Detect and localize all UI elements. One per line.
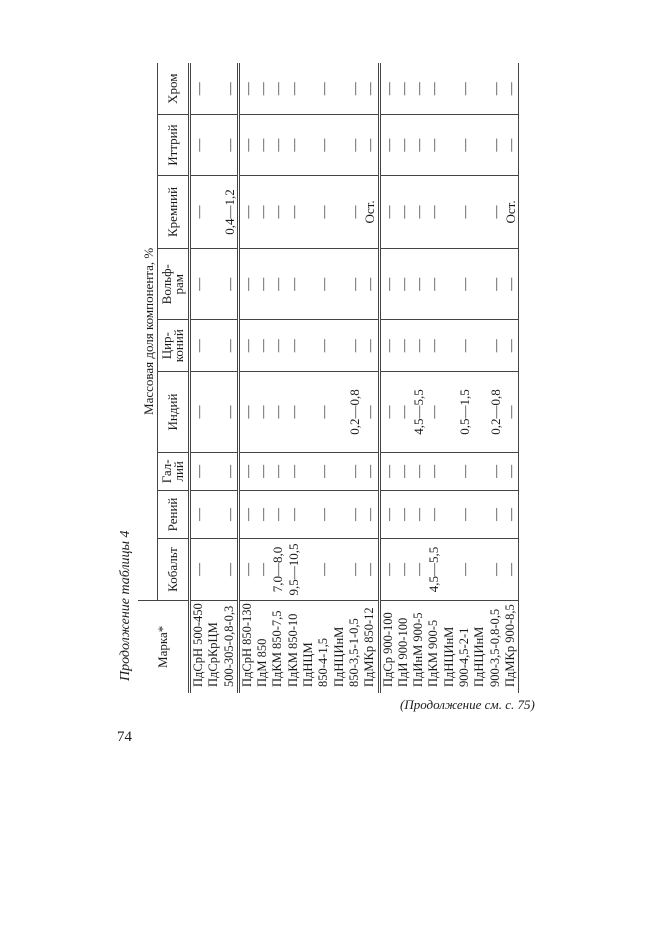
value: — bbox=[457, 82, 473, 96]
value: — bbox=[380, 563, 396, 576]
value: — bbox=[426, 82, 442, 96]
value: — bbox=[285, 405, 301, 419]
value: — bbox=[221, 464, 237, 478]
value: — bbox=[255, 464, 271, 478]
value: — bbox=[411, 138, 427, 152]
value: — bbox=[239, 205, 255, 219]
value: — bbox=[457, 464, 473, 478]
value: — bbox=[191, 82, 206, 96]
value: — bbox=[411, 277, 427, 291]
value-cell bbox=[190, 320, 239, 372]
column-header: Кремний bbox=[158, 175, 190, 248]
table-row-group bbox=[190, 63, 239, 693]
value: — bbox=[411, 507, 427, 521]
value: — bbox=[380, 339, 396, 353]
value: — bbox=[395, 339, 411, 353]
value: — bbox=[457, 507, 473, 521]
value: — bbox=[191, 277, 206, 291]
value-cell bbox=[379, 175, 519, 248]
value-cell bbox=[379, 539, 519, 600]
marka-line: ПдСрКрЦМ bbox=[206, 622, 221, 687]
marka-line: ПдКМ 850-10 bbox=[285, 613, 300, 687]
column-header: Кобальт bbox=[158, 539, 190, 600]
value: 0,2—0,8 bbox=[346, 389, 362, 435]
value: — bbox=[346, 507, 362, 521]
value: — bbox=[221, 138, 237, 152]
value-cell bbox=[379, 452, 519, 490]
value: 4,5—5,5 bbox=[426, 546, 442, 593]
value-cell bbox=[190, 490, 239, 539]
column-header-row bbox=[158, 63, 190, 693]
value: — bbox=[270, 507, 286, 521]
value-cell bbox=[190, 175, 239, 248]
value: Ост. bbox=[362, 200, 378, 224]
value: — bbox=[395, 405, 411, 419]
value: — bbox=[395, 507, 411, 521]
value-cell bbox=[238, 63, 379, 115]
value: — bbox=[316, 277, 332, 291]
marka-line: ПдНЦИнМ bbox=[331, 626, 346, 687]
mass-fraction-header: Массовая доля компонента, % bbox=[138, 63, 158, 600]
value: — bbox=[395, 277, 411, 291]
marka-line: 900-3,5-0,8-0,5 bbox=[487, 608, 502, 687]
value-cell bbox=[238, 452, 379, 490]
value-cell bbox=[190, 249, 239, 320]
value: — bbox=[426, 507, 442, 521]
value: — bbox=[380, 507, 396, 521]
continuation-note: (Продолжение см. с. 75) bbox=[400, 697, 535, 712]
value: — bbox=[380, 464, 396, 478]
value: — bbox=[362, 405, 378, 419]
value: — bbox=[191, 205, 206, 219]
value: — bbox=[346, 563, 362, 576]
value: — bbox=[426, 205, 442, 219]
value: — bbox=[411, 563, 427, 576]
table-caption: Продолжение таблицы 4 bbox=[118, 530, 133, 681]
value: — bbox=[316, 405, 332, 419]
value: — bbox=[221, 405, 237, 419]
value: — bbox=[502, 563, 518, 576]
column-header: Иттрий bbox=[158, 115, 190, 175]
column-header: Гал- лий bbox=[158, 452, 190, 490]
composition-table bbox=[138, 63, 519, 693]
marka-cell bbox=[379, 600, 519, 693]
page-number: 74 bbox=[117, 729, 132, 745]
value: — bbox=[362, 138, 378, 152]
value: — bbox=[502, 507, 518, 521]
marka-line: ПдКМ 900-5 bbox=[426, 619, 441, 687]
value: — bbox=[239, 339, 255, 353]
value-cell bbox=[238, 539, 379, 600]
value: — bbox=[395, 138, 411, 152]
value: — bbox=[221, 339, 237, 353]
value: — bbox=[411, 82, 427, 96]
marka-line: ПдМКр 900-8,5 bbox=[502, 604, 517, 687]
value: — bbox=[346, 138, 362, 152]
value: — bbox=[411, 205, 427, 219]
value-cell bbox=[379, 490, 519, 539]
value: — bbox=[362, 339, 378, 353]
value: — bbox=[270, 339, 286, 353]
value: — bbox=[346, 339, 362, 353]
value: — bbox=[426, 339, 442, 353]
marka-line: ПдСрН 850-130 bbox=[239, 603, 254, 687]
value: — bbox=[346, 82, 362, 96]
value: — bbox=[239, 82, 255, 96]
value: — bbox=[316, 339, 332, 353]
value: — bbox=[380, 138, 396, 152]
value: — bbox=[221, 563, 237, 576]
table-row-group bbox=[379, 63, 519, 693]
value: — bbox=[362, 82, 378, 96]
value: — bbox=[191, 405, 206, 419]
value: 9,5—10,5 bbox=[285, 543, 301, 596]
column-header: Хром bbox=[158, 63, 190, 115]
value: — bbox=[346, 277, 362, 291]
value: — bbox=[239, 277, 255, 291]
value-cell bbox=[238, 490, 379, 539]
value: — bbox=[487, 205, 503, 219]
value: — bbox=[457, 563, 473, 576]
value: — bbox=[270, 82, 286, 96]
value: — bbox=[270, 138, 286, 152]
value-cell bbox=[190, 452, 239, 490]
value: — bbox=[239, 464, 255, 478]
value: — bbox=[487, 277, 503, 291]
value-cell bbox=[379, 249, 519, 320]
value: — bbox=[255, 339, 271, 353]
value: — bbox=[457, 277, 473, 291]
value: — bbox=[426, 277, 442, 291]
value: — bbox=[255, 563, 271, 576]
value: — bbox=[395, 82, 411, 96]
value: — bbox=[487, 507, 503, 521]
value: — bbox=[502, 138, 518, 152]
value: — bbox=[239, 563, 255, 576]
value-cell bbox=[190, 63, 239, 115]
marka-line: ПдКМ 850-7,5 bbox=[270, 610, 285, 687]
value-cell bbox=[190, 539, 239, 600]
column-header: Индий bbox=[158, 372, 190, 453]
value: — bbox=[270, 205, 286, 219]
marka-line: ПдНЦИнМ bbox=[441, 626, 456, 687]
value: — bbox=[426, 138, 442, 152]
value: Ост. bbox=[502, 200, 518, 224]
column-header: Вольф- рам bbox=[158, 249, 190, 320]
value: — bbox=[362, 507, 378, 521]
value: — bbox=[285, 277, 301, 291]
value: — bbox=[285, 507, 301, 521]
value: — bbox=[191, 507, 206, 521]
value: — bbox=[426, 464, 442, 478]
marka-line: 500-305-0,8-0,3 bbox=[221, 605, 236, 687]
value: — bbox=[487, 138, 503, 152]
value: — bbox=[270, 277, 286, 291]
value: — bbox=[487, 563, 503, 576]
value: — bbox=[457, 205, 473, 219]
value: — bbox=[395, 205, 411, 219]
value: — bbox=[380, 277, 396, 291]
value: — bbox=[255, 82, 271, 96]
value: — bbox=[362, 464, 378, 478]
value: — bbox=[316, 464, 332, 478]
value: — bbox=[411, 464, 427, 478]
column-header: Цир- коний bbox=[158, 320, 190, 372]
value: — bbox=[255, 205, 271, 219]
value: — bbox=[191, 138, 206, 152]
marka-line: ПдМ 850 bbox=[255, 638, 270, 687]
table-row-group bbox=[238, 63, 379, 693]
value-cell bbox=[379, 320, 519, 372]
value: — bbox=[502, 277, 518, 291]
value: — bbox=[285, 138, 301, 152]
value: — bbox=[346, 205, 362, 219]
value: 0,2—0,8 bbox=[487, 389, 503, 435]
value: — bbox=[487, 339, 503, 353]
value: — bbox=[270, 405, 286, 419]
value: — bbox=[239, 507, 255, 521]
value-cell bbox=[190, 372, 239, 453]
value: — bbox=[316, 205, 332, 219]
value: 4,5—5,5 bbox=[411, 389, 427, 435]
value: — bbox=[255, 507, 271, 521]
value: — bbox=[457, 138, 473, 152]
marka-line: ПдНЦМ bbox=[301, 642, 316, 687]
value: — bbox=[487, 464, 503, 478]
marka-line: ПдНЦИнМ bbox=[472, 626, 487, 687]
value: — bbox=[255, 277, 271, 291]
value: — bbox=[502, 464, 518, 478]
value-cell bbox=[379, 115, 519, 175]
marka-line: ПдИнМ 900-5 bbox=[411, 612, 426, 687]
value: — bbox=[362, 277, 378, 291]
value: — bbox=[285, 205, 301, 219]
value-cell bbox=[238, 175, 379, 248]
value: — bbox=[487, 82, 503, 96]
value: — bbox=[270, 464, 286, 478]
value: — bbox=[362, 563, 378, 576]
value: — bbox=[255, 405, 271, 419]
value-cell bbox=[238, 249, 379, 320]
value: — bbox=[239, 138, 255, 152]
marka-line: ПдСрН 500-450 bbox=[191, 603, 205, 687]
value: — bbox=[285, 464, 301, 478]
value-cell bbox=[238, 372, 379, 453]
value: — bbox=[255, 138, 271, 152]
value: — bbox=[380, 205, 396, 219]
value: — bbox=[411, 339, 427, 353]
table-body bbox=[190, 63, 519, 693]
value: — bbox=[502, 405, 518, 419]
value: 7,0—8,0 bbox=[270, 546, 286, 593]
value-cell bbox=[238, 115, 379, 175]
value: — bbox=[502, 82, 518, 96]
value: — bbox=[395, 464, 411, 478]
value: 0,5—1,5 bbox=[457, 389, 473, 435]
value: — bbox=[316, 563, 332, 576]
rotated-table-block bbox=[118, 63, 573, 693]
marka-line: 850-3,5-1-0,5 bbox=[346, 618, 361, 687]
value: — bbox=[380, 405, 396, 419]
value: — bbox=[285, 82, 301, 96]
value: — bbox=[239, 405, 255, 419]
value: — bbox=[457, 339, 473, 353]
value: — bbox=[316, 138, 332, 152]
value: — bbox=[191, 464, 206, 478]
value: — bbox=[221, 277, 237, 291]
value: — bbox=[316, 82, 332, 96]
value-cell bbox=[190, 115, 239, 175]
value-cell bbox=[238, 320, 379, 372]
value: — bbox=[346, 464, 362, 478]
marka-line: ПдМКр 850-12 bbox=[362, 607, 377, 687]
value: — bbox=[221, 507, 237, 521]
value-cell bbox=[379, 372, 519, 453]
value: — bbox=[191, 563, 206, 576]
value: — bbox=[502, 339, 518, 353]
marka-line: ПдСр 900-100 bbox=[380, 612, 395, 687]
marka-cell bbox=[238, 600, 379, 693]
marka-header: Марка* bbox=[138, 600, 190, 693]
marka-line: 850-4-1,5 bbox=[316, 638, 331, 687]
value-cell bbox=[379, 63, 519, 115]
value: 0,4—1,2 bbox=[221, 189, 237, 235]
value: — bbox=[426, 405, 442, 419]
value: — bbox=[191, 339, 206, 353]
marka-line: ПдИ 900-100 bbox=[395, 617, 410, 687]
marka-cell bbox=[190, 600, 239, 693]
column-header: Рений bbox=[158, 490, 190, 539]
value: — bbox=[380, 82, 396, 96]
value: — bbox=[285, 339, 301, 353]
value: — bbox=[395, 563, 411, 576]
value: — bbox=[316, 507, 332, 521]
value: — bbox=[221, 82, 237, 96]
marka-line: 900-4,5-2-1 bbox=[457, 627, 472, 687]
